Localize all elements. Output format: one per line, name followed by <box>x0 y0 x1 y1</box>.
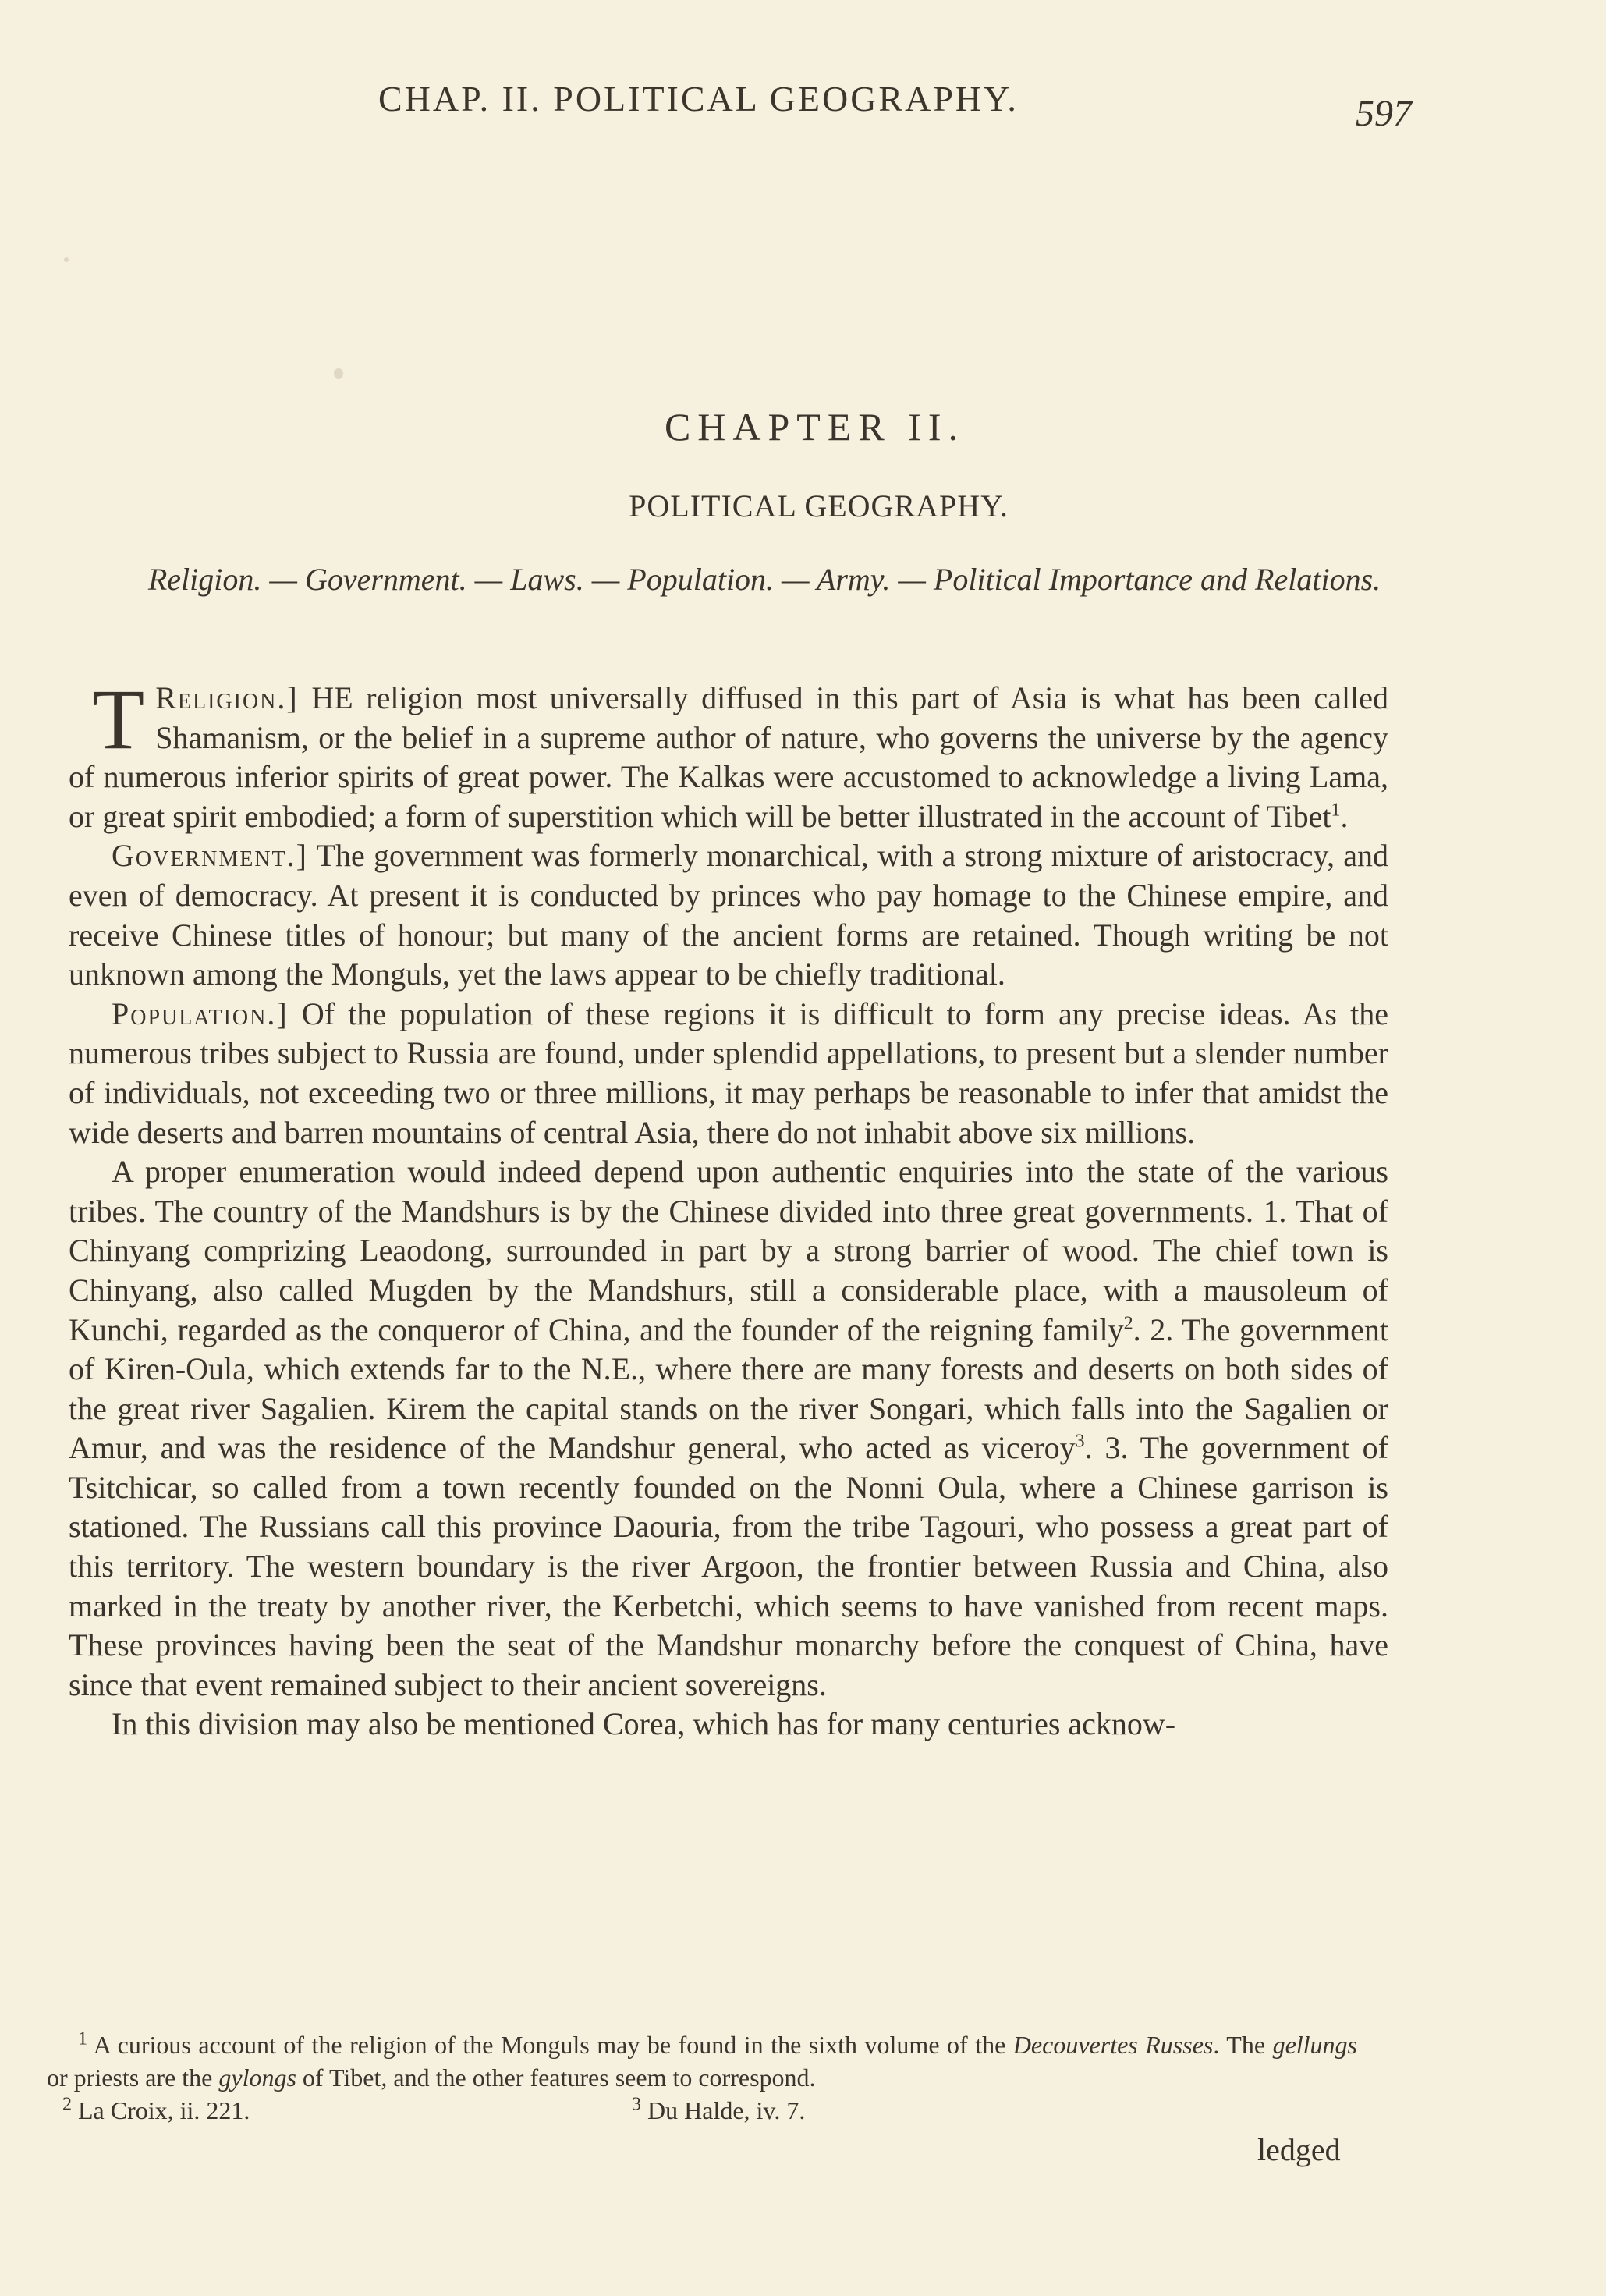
enumeration-text-1: A proper enumeration would indeed depend upon authentic enquiries into the state of the various tribes. The country of the Mandshurs is by the Chinese divided into three great governments. 1. That of Chinyang comprizing Leaodong, surrounded in part by a strong barrier of wood. The chief town is Chinyang, also called Mugden by the Mandshurs, still a considerable place, with a mausoleum of Kunchi, regarded as the conqueror of China, and the founder of the reigning family <box>69 1154 1388 1347</box>
chapter-subtitle: POLITICAL GEOGRAPHY. <box>629 488 1009 523</box>
main-text <box>69 672 1389 1744</box>
running-head: CHAP. II. POLITICAL GEOGRAPHY. <box>378 79 1019 119</box>
footnote-ref-2: 2 <box>1123 1313 1133 1334</box>
footnote-1-term: gellungs <box>1272 2031 1357 2059</box>
footnote-mark-1: 1 <box>78 2028 87 2049</box>
footnote-3-text: Du Halde, iv. 7. <box>647 2096 806 2124</box>
section-label-religion: Religion.] <box>155 680 299 715</box>
footnote-1-text: . The <box>1213 2031 1266 2059</box>
government-text: The government was formerly monarchical, with a strong mixture of aristocracy, and even of democracy. At present it is conducted by princes who pay homage to the Chinese empire, and receive Chinese titles of honour; but many of the ancient forms are retained. Though writing be not unknown among the Monguls, yet the laws appear to be chiefly traditional. <box>69 838 1389 992</box>
footnote-2-text: La Croix, ii. 221. <box>78 2096 250 2124</box>
footnote-ref-3: 3 <box>1075 1431 1085 1452</box>
corea-text: In this division may also be mentioned Corea, which has for many centuries acknow- <box>112 1706 1176 1742</box>
footnote-1-text: of Tibet, and the other features seem to correspond. <box>302 2064 816 2092</box>
footnote-1-text: or priests are the <box>47 2064 213 2092</box>
section-label-population: Population.] <box>112 995 289 1031</box>
paragraph-government <box>69 836 1388 994</box>
footnote-mark-2: 2 <box>62 2094 72 2115</box>
enumeration-text-3: . 3. The government of Tsitchicar, so called from a town recently founded on the Nonni Oula, where a Chinese garrison is stationed. The Russians call this province Daouria, from the tribe Tagouri, who possess a great part of this territory. The western boundary is the river Argoon, the frontier between Russia and China, also marked in the treaty by another river, the Kerbetchi, which seems to have vanished from recent maps. These provinces having been the seat of the Mandshur monarchy before the conquest of China, have since that event remained subject to their ancient sovereigns. <box>69 1430 1388 1702</box>
population-text: Of the population of these regions it is difficult to form any precise ideas. As the numerous tribes subject to Russia are found, under splendid appellations, to present but a slender number of individuals, not exceeding two or three millions, it may perhaps be reasonable to infer that amidst the wide deserts and barren mountains of central Asia, there do not inhabit above six millions. <box>69 995 1388 1150</box>
footnote-1 <box>47 2028 1357 2094</box>
footnotes <box>47 2028 1357 2127</box>
footnote-1-text: A curious account of the religion of the Monguls may be found in the sixth volume of the <box>93 2031 1006 2059</box>
religion-text: HE religion most universally diffused in this part of Asia is what has been called Shamanism, or the belief in a supreme author of nature, who governs the universe by the agency of numerous inferior spirits of great power. The Kalkas were accustomed to acknowledge a living Lama, or great spirit embodied; a form of superstition which will be better illustrated in the account of Tibet <box>69 680 1388 834</box>
paper-spot <box>64 257 69 262</box>
footnote-3 <box>632 2094 805 2127</box>
footnote-1-term: gylongs <box>218 2064 296 2092</box>
chapter-title: CHAPTER II. <box>664 405 966 449</box>
footnote-row <box>47 2094 1357 2127</box>
page-number: 597 <box>1356 93 1412 134</box>
footnote-ref-1: 1 <box>1331 800 1341 821</box>
footnote-1-title: Decouvertes Russes <box>1012 2031 1214 2059</box>
section-label-government: Government.] <box>112 838 308 874</box>
drop-cap: T <box>92 672 145 767</box>
paragraph-corea <box>69 1705 1388 1744</box>
paper-spot <box>334 368 343 379</box>
paragraph-population <box>69 995 1388 1152</box>
footnote-2 <box>62 2094 632 2127</box>
footnote-mark-3: 3 <box>632 2094 641 2115</box>
catchword: ledged <box>1257 2132 1341 2167</box>
paragraph-enumeration <box>69 1152 1388 1705</box>
enumeration-text-2: . 2. The government of Kiren-Oula, which extends far to the N.E., where there are many forests and deserts on both sides of the great river Sagalien. Kirem the capital stands on the river Songari, which falls into the Sagalien or Amur, and was the residence of the Mandshur general, who acted as viceroy <box>69 1311 1388 1466</box>
chapter-summary: Religion. — Government. — Laws. — Population. — Army. — Political Importance and Relations. <box>147 562 1381 597</box>
paragraph-religion: Religion.] T HE religion most universally diffused in this part of Asia is what has been called Shamanism, or the belief in a supreme author of nature, who governs the universe by the agency of numerous inferior spirits of great power. The Kalkas were accustomed to acknowledge a living Lama, or great spirit embodied; a form of superstition which will be better illustrated in the account of Tibet$^1$. <box>69 672 1388 834</box>
